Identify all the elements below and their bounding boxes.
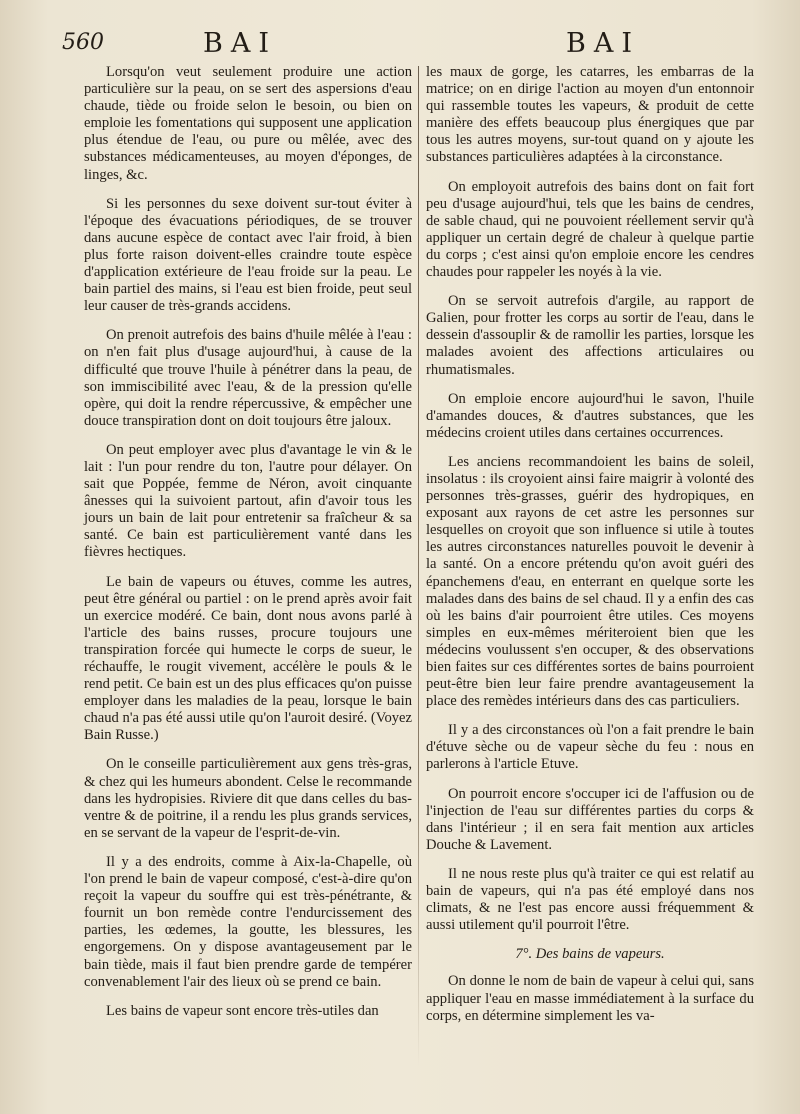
paragraph: Si les personnes du sexe doivent sur-tout éviter à l'époque des évacuations périodiques, de se trouver dans aucune espèce de contact avec l'air froid, à bien plus forte raison doivent-elles craindre toute espèce d'application extérieure de l'eau froide sur la peau. Le bain partiel des mains, si l'eau est bien froide, peut seul leur causer de très-grands accidens.: [84, 195, 412, 315]
page-header: [0, 28, 800, 62]
paragraph: On se servoit autrefois d'argile, au rapport de Galien, pour frotter les corps au sortir de l'eau, dans le dessein d'assouplir & de ramollir les parties, lorsque les malades avoient des affections articulaires ou rhumatismales.: [426, 293, 754, 378]
page-number: 560: [62, 30, 104, 55]
paragraph: On employoit autrefois des bains dont on fait fort peu d'usage aujourd'hui, tels que les bains de cendres, de sable chaud, qui ne pouvoient réellement servir qu'à appliquer un certain degré de chaleur à quelque partie du corps ; c'est ainsi qu'on emploie encore les cendres chaudes pour rappeler les noyés à la vie.: [426, 178, 754, 281]
right-column: [426, 64, 754, 1037]
paragraph: On peut employer avec plus d'avantage le vin & le lait : l'un pour rendre du ton, l'autre pour délayer. On sait que Poppée, femme de Néron, avoit cinquante ânesses qui la suivoient partout, afin d'avoir tous les jours un bain de lait pour entretenir sa fraîcheur & sa santé. Ce bain est particulièrement vanté dans les fièvres hectiques.: [84, 441, 412, 561]
left-column: [84, 64, 412, 1032]
paragraph: les maux de gorge, les catarres, les embarras de la matrice; on en dirige l'action au moyen d'un entonnoir qui rassemble toutes les vapeurs, & produit de cette manière des effets beaucoup plus énergiques que par tous les autres moyens, sur-tout quand on y ajoute les substances particulières adaptées à la circonstance.: [426, 64, 754, 166]
paragraph: Il ne nous reste plus qu'à traiter ce qui est relatif au bain de vapeurs, qui n'a pas été employé dans nos climats, & ne l'est pas encore aussi fréquemment & aussi utilement qu'il pourroit l'être.: [426, 865, 754, 934]
running-head-right: BAI: [566, 28, 641, 59]
paragraph: On le conseille particulièrement aux gens très-gras, & chez qui les humeurs abondent. Celse le recommande dans les hydropisies. Riviere dit que dans celles du bas-ventre & de poitrine, il a rendu les plus grands services, en se servant de la vapeur de l'esprit-de-vin.: [84, 756, 412, 841]
paragraph: On emploie encore aujourd'hui le savon, l'huile d'amandes douces, & d'autres substances, que les médecins croient utiles dans certaines occurrences.: [426, 390, 754, 441]
column-rule: [418, 66, 419, 1066]
paragraph: Les bains de vapeur sont encore très-utiles dan: [106, 1002, 379, 1019]
paragraph: On donne le nom de bain de vapeur à celui qui, sans appliquer l'eau en masse immédiatement à la surface du corps, en détermine simplement les va-: [426, 973, 754, 1024]
paragraph: Lorsqu'on veut seulement produire une action particulière sur la peau, on se sert des aspersions d'eau chaude, tiède ou froide selon le besoin, ou bien on emploie les fomentations qui supposent une application plus étendue de l'eau, ou pure ou mêlée, avec des substances médicamenteuses, au moyen d'éponges, de linges, &c.: [84, 64, 412, 183]
paragraph: On pourroit encore s'occuper ici de l'affusion ou de l'injection de l'eau sur différentes parties du corps & dans l'intérieur ; il en sera fait mention aux articles Douche & Lavement.: [426, 785, 754, 853]
section-heading: 7°. Des bains de vapeurs.: [515, 946, 665, 963]
paragraph: Il y a des endroits, comme à Aix-la-Chapelle, où l'on prend le bain de vapeur composé, c'est-à-dire qu'on reçoit la vapeur du souffre qui est très-pénétrante, & fournit un bon remède contre l'endurcissement des parties, les œdemes, la goutte, les blessures, les engorgemens. On y dispose avantageusement par le bain tiède, mais il faut bien prendre garde de tempérer convenablement l'air des lieux où se prend ce bain.: [84, 853, 412, 990]
paragraph: Les anciens recommandoient les bains de soleil, insolatus : ils croyoient ainsi faire maigrir à volonté des personnes très-grasses, guérir des hydropiques, en exposant aux rayons de cet astre les personnes sur lesquelles on croyoit que son influence si utile à toutes les autres circonstances naturelles pouvoit le devenir à la santé. On a encore prétendu qu'on avoit guéri des épanchemens d'eau, en enterrant en quelque sorte les malades dans des bains de sel chaud. Il y a enfin des cas où les bains d'air pourroient être utiles. Ces moyens simples en eux-mêmes mériteroient bien que les médecins voulussent s'en occuper, & des observations bien faites sur ces différentes sortes de bains pourroient peut-être bien leur faire prendre avantageusement la place des remèdes intérieurs dans des cas particuliers.: [426, 453, 754, 710]
paragraph: Il y a des circonstances où l'on a fait prendre le bain d'étuve sèche ou de vapeur sèche du feu : nous en parlerons à l'article Etuve.: [426, 722, 754, 773]
paragraph: Le bain de vapeurs ou étuves, comme les autres, peut être général ou partiel : on le prend après avoir fait un exercice modéré. Ce bain, dont nous avons parlé à l'article des bains russes, procure toujours une transpiration forcée qui humecte le corps de sueur, le réchauffe, le rougit vivement, accélère le pouls & le rend petit. Ce bain est un des plus efficaces qu'on puisse employer dans les maladies de la peau, lorsque le bain chaud n'a pas été aussi utile qu'on l'auroit desiré. (Voyez Bain Russe.): [84, 573, 412, 744]
paragraph: On prenoit autrefois des bains d'huile mêlée à l'eau : on n'en fait plus d'usage aujourd'hui, à cause de la difficulté que trouve l'huile à pénétrer dans la peau, de son immiscibilité avec l'eau, & de la pression qu'elle opère, qui doit la rendre répercussive, & empêcher une douce transpiration dont on doit toujours être jaloux.: [84, 327, 412, 429]
running-head-left: BAI: [203, 28, 278, 59]
